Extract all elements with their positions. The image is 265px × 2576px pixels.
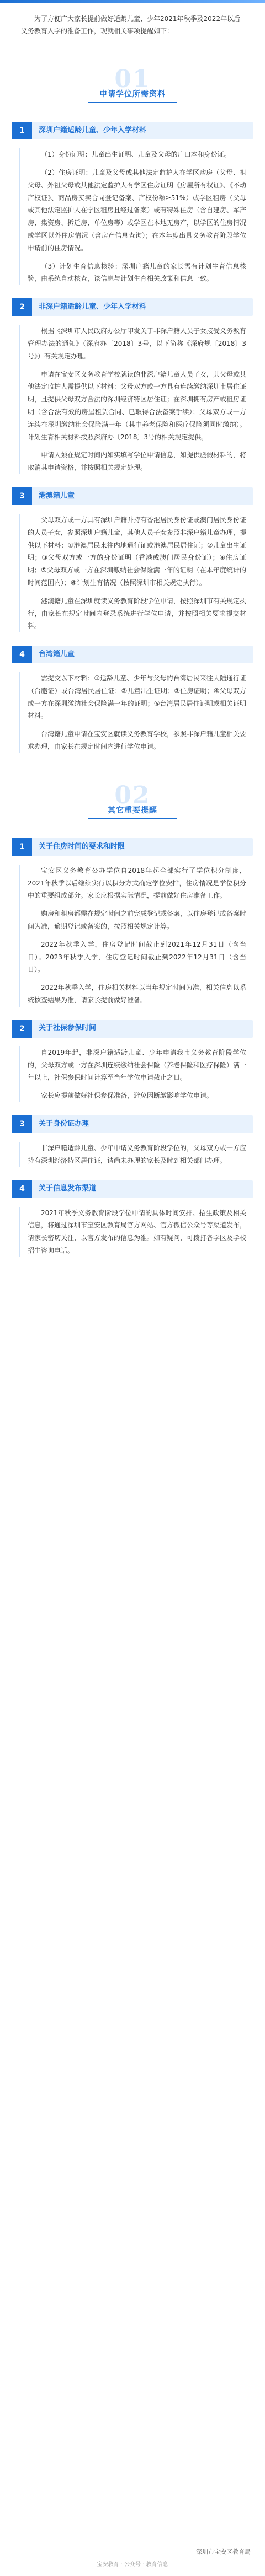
subsection-title: 台湾籍儿童 <box>39 650 75 658</box>
section-underline <box>88 102 177 103</box>
subsection-header <box>12 122 253 139</box>
subsection-header <box>12 646 253 663</box>
body-paragraph: 申请在宝安区义务教育学校就读的非深户籍儿童人员子女，其父母或其他法定监护人需提供以下材料：父母双方或一方具有连续缴纳深圳市居住证明，且提供父母双方合法的深圳经济特区居住证；在深圳拥有房产或租房证明（含合法有效的房屋租赁合同、已取得合法备案手续）；父母双方或一方连续在深圳缴纳社会保险满一年（其中养老保险和医疗保险须同时缴纳）。计划生育相关材料按照深府办〔2018〕3号的相关规定提供。 <box>28 370 247 441</box>
body-paragraph: 自2019年起，非深户籍适龄儿童、少年申请我市义务教育阶段学位的，父母双方或一方在深圳连续缴纳社会保险（养老保险和医疗保险）满一年以上，社保参保时间计算至当年学位申请截止之日。 <box>28 1048 247 1082</box>
body-paragraph: 2021年秋季义务教育阶段学位申请的具体时间安排、招生政策及相关信息，将通过深圳市宝安区教育局官方网站、官方微信公众号等渠道发布，请家长密切关注，以官方发布的信息为准。如有疑问，可拨打各学区及学校招生咨询电话。 <box>28 1209 247 1255</box>
subsection-number: 2 <box>12 298 32 316</box>
subsection-title: 关于信息发布渠道 <box>39 1184 97 1193</box>
body-paragraph: 2022年秋季入学，住房相关材料以当年规定时间为准，相关信息以系统核查结果为准，请家长提前做好准备。 <box>28 984 246 1005</box>
subsection-header <box>12 487 253 505</box>
subsection-number: 1 <box>12 122 32 139</box>
subsection-body <box>19 514 246 632</box>
subsection-header <box>12 838 253 856</box>
intro-paragraph: 为了方便广大家长提前做好适龄儿童、少年2021年秋季及2022年以后义务教育入学的准备工作，现就相关事项提醒如下： <box>21 15 241 35</box>
section-header-1 <box>0 56 265 109</box>
body-paragraph: 申请人须在规定时间内如实填写学位申请信息，如提供虚假材料的，将取消其申请资格，并按照相关规定处理。 <box>28 451 247 472</box>
subsection-title: 关于身份证办理 <box>39 1119 89 1128</box>
subsection-title: 关于社保参保时间 <box>39 1024 97 1033</box>
body-paragraph: 台湾籍儿童申请在宝安区就读义务教育学校，参照非深户籍儿童相关要求办理，由家长在规定时间内进行学位申请。 <box>28 730 247 751</box>
section-number: 02 <box>114 781 151 809</box>
subsection-title: 关于住房时间的要求和时限 <box>39 842 125 851</box>
body-paragraph: 非深户籍适龄儿童、少年申请义务教育阶段学位的，父母双方或一方应持有深圳经济特区居住证，请尚未办理的家长及时到相关部门办理。 <box>28 1144 247 1164</box>
subsection-header <box>12 1020 253 1038</box>
body-paragraph: 家长应提前做好社保参保准备，避免因断缴影响学位申请。 <box>41 1092 214 1100</box>
subsection-number: 4 <box>12 646 32 663</box>
subsection-body <box>19 865 246 1007</box>
subsection-header <box>12 1115 253 1133</box>
subsection-body <box>19 148 246 285</box>
top-accent-bar <box>0 0 265 3</box>
subsection-header <box>12 1180 253 1198</box>
body-paragraph: （3）计划生育信息核验：深圳户籍儿童的家长需有计划生育信息核验，由系统自动核查，该信息与计划生育相关政策和信息一致。 <box>28 262 246 283</box>
body-paragraph: （1）身份证明：儿童出生证明、儿童及父母的户口本和身份证。 <box>41 151 231 159</box>
subsection-body <box>19 672 246 753</box>
subsection-body <box>19 1142 246 1167</box>
body-paragraph: 港澳籍儿童在深圳就读义务教育阶段学位申请，按照深圳市有关规定执行，由家长在规定时间内登录系统进行学位申请，并按照相关要求提交材料。 <box>28 597 247 630</box>
footer-note: 宝安教育 · 公众号 · 教育信息 <box>97 2561 168 2568</box>
body-paragraph: 父母双方或一方具有深圳户籍并持有香港居民身份证或澳门居民身份证的人员子女，参照深圳户籍儿童，其他人员子女参照非深户籍儿童办理，提供以下材料：①港澳居民来往内地通行证或港澳居民居住证；②儿童出生证明；③父母双方或一方的身份证明（香港或澳门居民身份证）；④住房证明；⑤父母双方或一方在深圳缴纳社会保险满一年的证明（在本年度统计的时间范围内）；⑥计划生育情况（按照深圳市相关规定执行）。 <box>28 516 247 587</box>
section-2-content <box>0 838 265 1257</box>
subsection-title: 非深户籍适龄儿童、少年入学材料 <box>39 302 147 311</box>
body-paragraph: 2022年秋季入学，住房登记时间截止到2021年12月31日（含当日）。2023年秋季入学，住房登记时间截止到2022年12月31日（含当日）。 <box>28 940 246 974</box>
section-1-content <box>0 122 265 753</box>
publisher-signature: 深圳市宝安区教育局 <box>196 2548 251 2556</box>
subsection-body <box>19 325 246 474</box>
section-title: 其它重要提醒 <box>108 806 157 815</box>
subsection-title: 深圳户籍适龄儿童、少年入学材料 <box>39 126 147 135</box>
body-paragraph: 根据《深圳市人民政府办公厅印发关于非深户籍人员子女接受义务教育管理办法的通知》（深府办〔2018〕3号，以下简称《深府规〔2018〕3号》）有关规定办理。 <box>28 327 247 360</box>
body-paragraph: 需提交以下材料：①适龄儿童、少年与父母的台湾居民来往大陆通行证（台胞证）或台湾居民居住证；②儿童出生证明；③住房证明；④父母双方或一方在深圳缴纳社会保险满一年的证明；⑤台湾居民居住证明或相关证明材料。 <box>28 674 246 720</box>
section-header-2 <box>0 772 265 825</box>
body-paragraph: 宝安区义务教育公办学位自2018年起全部实行了学位积分制度，2021年秋季以后继续实行以积分方式确定学位安排，住房情况是学位积分中的重要组成部分。家长应根据实际情况，提前做好住房准备工作。 <box>28 866 246 900</box>
section-title: 申请学位所需资料 <box>99 90 166 99</box>
subsection-header <box>12 298 253 316</box>
subsection-number: 1 <box>12 838 32 856</box>
subsection-body <box>19 1046 246 1102</box>
subsection-number: 3 <box>12 1115 32 1133</box>
subsection-number: 4 <box>12 1180 32 1198</box>
section-underline <box>88 818 177 819</box>
subsection-number: 2 <box>12 1020 32 1038</box>
section-number: 01 <box>114 65 151 94</box>
subsection-body <box>19 1207 246 1257</box>
body-paragraph: 购房和租房都需在规定时间之前完成登记或备案，以住房登记或备案时间为准，逾期登记或备案的，按照相关规定计算。 <box>28 910 247 931</box>
subsection-title: 港澳籍儿童 <box>39 491 75 500</box>
subsection-number: 3 <box>12 487 32 505</box>
body-paragraph: （2）住房证明：儿童及父母或其他法定监护人在学区购房（父母、祖父母、外祖父母或其他法定监护人有学区住房证明《房屋所有权证》、《不动产权证》、商品房买卖合同登记备案、产权份额≥51%）或学区租房（父母或其他法定监护人在学区租房且经过备案）或有特殊住房（含自建房、军产房、集资房、拆迁房、单位房等）或学区在本地无房产，以学区的住房情况或学区以外住房情况（含房产信息查询）；在本年度出具义务教育阶段学位申请前的住房情况。 <box>28 168 247 252</box>
